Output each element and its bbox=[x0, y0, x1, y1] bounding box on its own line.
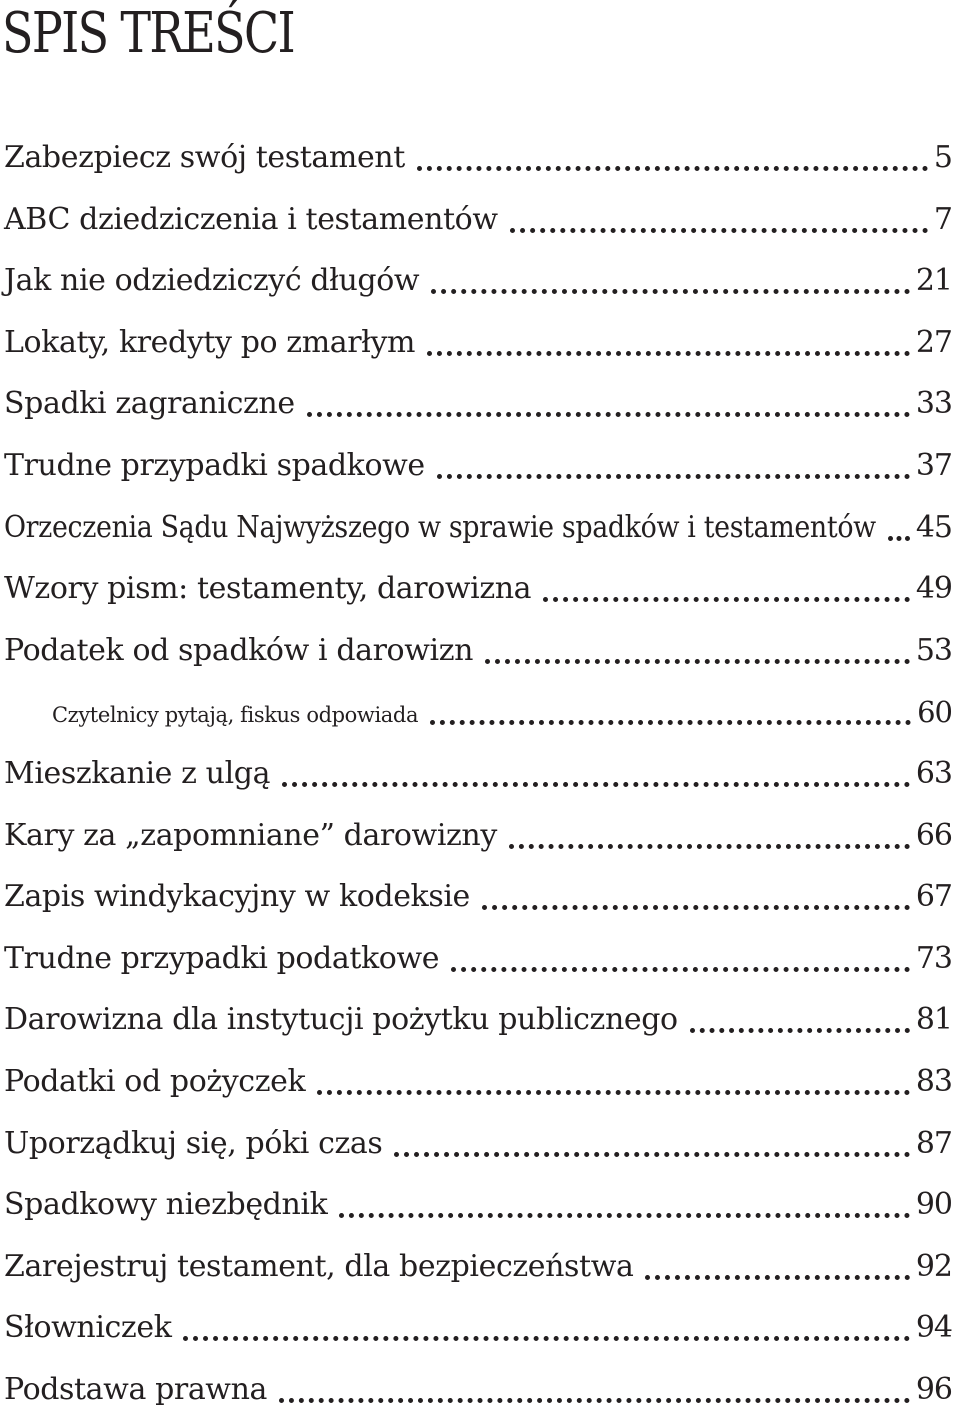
toc-entry-page-number: 87 bbox=[915, 1125, 952, 1161]
toc-entry-title: Mieszkanie z ulgą bbox=[4, 755, 271, 791]
toc-entry-page-number: 73 bbox=[915, 940, 952, 976]
dot-leader bbox=[437, 469, 910, 479]
toc-entry-title: Kary za „zapomniane” darowizny bbox=[4, 817, 497, 853]
toc-entry-title: Zabezpiecz swój testament bbox=[4, 140, 405, 175]
dot-leader bbox=[645, 1270, 909, 1280]
toc-entry[interactable] bbox=[0, 127, 960, 189]
toc-entry[interactable] bbox=[0, 743, 960, 805]
toc-entry-page-number: 7 bbox=[933, 201, 952, 237]
toc-entry-page-number: 60 bbox=[917, 695, 952, 730]
toc-entry-page-number: 83 bbox=[915, 1063, 952, 1099]
toc-entry-page-number: 33 bbox=[915, 386, 952, 422]
toc-entry-title: Podstawa prawna bbox=[4, 1371, 267, 1407]
toc-entry-page-number: 21 bbox=[915, 263, 952, 299]
dot-leader bbox=[888, 531, 910, 541]
dot-leader bbox=[394, 1147, 909, 1157]
toc-entry[interactable] bbox=[0, 1051, 960, 1113]
toc-entry-page-number: 45 bbox=[915, 509, 952, 545]
toc-entry-title: Trudne przypadki spadkowe bbox=[4, 447, 425, 483]
toc-entry-page-number: 90 bbox=[915, 1187, 952, 1223]
dot-leader bbox=[279, 1393, 910, 1403]
toc-entry-title: Zapis windykacyjny w kodeksie bbox=[4, 879, 470, 915]
toc-entry-page-number: 94 bbox=[915, 1310, 952, 1346]
toc-entry-page-number: 67 bbox=[915, 879, 952, 915]
dot-leader bbox=[485, 654, 910, 664]
dot-leader bbox=[451, 962, 910, 972]
dot-leader bbox=[482, 900, 910, 910]
dot-leader bbox=[417, 161, 928, 171]
toc-entry-page-number: 53 bbox=[915, 632, 952, 668]
dot-leader bbox=[690, 1023, 910, 1033]
dot-leader bbox=[183, 1331, 909, 1341]
toc-entry-page-number: 92 bbox=[915, 1248, 952, 1284]
dot-leader bbox=[510, 223, 928, 233]
dot-leader bbox=[431, 284, 910, 294]
toc-entry[interactable] bbox=[0, 558, 960, 620]
dot-leader bbox=[339, 1208, 909, 1218]
toc-entry-title: Spadki zagraniczne bbox=[4, 386, 295, 422]
toc-entry[interactable] bbox=[0, 681, 960, 743]
toc-entry-page-number: 66 bbox=[915, 817, 952, 853]
toc-entry-page-number: 37 bbox=[915, 447, 952, 483]
toc-entry-title: Darowizna dla instytucji pożytku publicznego bbox=[4, 1002, 678, 1038]
dot-leader bbox=[430, 715, 911, 725]
toc-entry[interactable] bbox=[0, 189, 960, 251]
toc-entry-title: Słowniczek bbox=[4, 1310, 172, 1346]
toc-entry-title: Trudne przypadki podatkowe bbox=[4, 940, 440, 976]
toc-entry-title: Jak nie odziedziczyć długów bbox=[4, 263, 420, 299]
toc-entry[interactable] bbox=[0, 989, 960, 1051]
toc-entry-title: Lokaty, kredyty po zmarłym bbox=[4, 324, 416, 360]
toc-entry-title: Uporządkuj się, póki czas bbox=[4, 1125, 383, 1161]
toc-entry-title: Wzory pism: testamenty, darowizna bbox=[4, 571, 532, 607]
toc-entry-title: ABC dziedziczenia i testamentów bbox=[4, 201, 498, 237]
toc-entry[interactable] bbox=[0, 928, 960, 990]
toc-entry-page-number: 27 bbox=[915, 324, 952, 360]
dot-leader bbox=[509, 839, 910, 849]
toc-entry[interactable] bbox=[0, 1236, 960, 1298]
toc-entry[interactable] bbox=[0, 805, 960, 867]
toc-entry-page-number: 96 bbox=[915, 1371, 952, 1407]
dot-leader bbox=[282, 777, 910, 787]
dot-leader bbox=[307, 407, 910, 417]
toc-entry[interactable] bbox=[0, 435, 960, 497]
toc-entry-title: Czytelnicy pytają, fiskus odpowiada bbox=[52, 703, 419, 728]
toc-entry[interactable] bbox=[0, 1174, 960, 1236]
dot-leader bbox=[317, 1085, 910, 1095]
toc-entry-title: Spadkowy niezbędnik bbox=[4, 1187, 328, 1223]
toc-entry[interactable] bbox=[0, 620, 960, 682]
toc-entry-title: Podatek od spadków i darowizn bbox=[4, 632, 474, 668]
toc-entry-title: Zarejestruj testament, dla bezpieczeństwa bbox=[4, 1248, 634, 1284]
toc-entry-title: Podatki od pożyczek bbox=[4, 1063, 306, 1099]
toc-entry[interactable] bbox=[0, 373, 960, 435]
toc-entry-title: Orzeczenia Sądu Najwyższego w sprawie spadków i testamentów bbox=[4, 509, 876, 545]
toc-entry-page-number: 49 bbox=[915, 571, 952, 607]
toc-entry-page-number: 81 bbox=[915, 1002, 952, 1038]
toc-entry[interactable] bbox=[0, 1297, 960, 1359]
toc-entry[interactable] bbox=[0, 250, 960, 312]
toc-entry-page-number: 5 bbox=[933, 140, 952, 175]
dot-leader bbox=[543, 592, 910, 602]
toc-entry[interactable] bbox=[0, 866, 960, 928]
page-title: SPIS TREŚCI bbox=[2, 1, 294, 66]
toc-entry-page-number: 63 bbox=[915, 755, 952, 791]
table-of-contents bbox=[0, 127, 960, 1420]
toc-entry[interactable] bbox=[0, 497, 960, 559]
toc-entry[interactable] bbox=[0, 1113, 960, 1175]
dot-leader bbox=[427, 346, 910, 356]
toc-entry[interactable] bbox=[0, 312, 960, 374]
